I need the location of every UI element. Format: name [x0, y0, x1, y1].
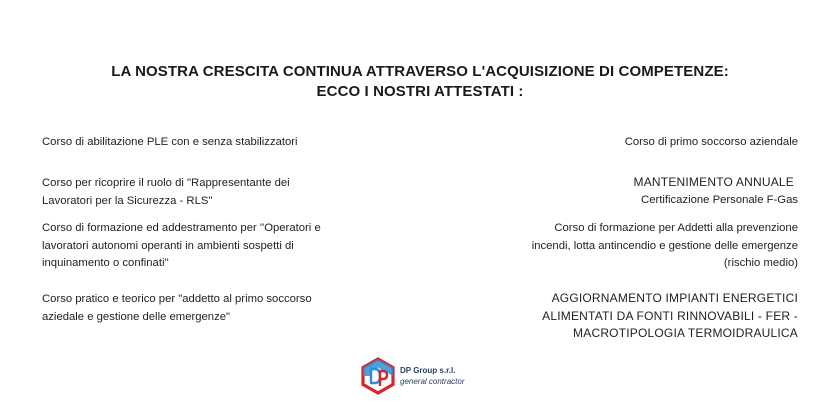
certificate-first-aid: Corso di primo soccorso aziendale [624, 136, 798, 148]
logo-tagline: general contractor [400, 377, 465, 386]
certificate-fer-update: AGGIORNAMENTO IMPIANTI ENERGETICI ALIMENTATI DA FONTI RINNOVABILI - FER - MACROTIPOLOGIA TERMOIDRAULICA [542, 291, 798, 340]
certificate-rls: Corso per ricoprire il ruolo di "Rappresentante dei Lavoratori per la Sicurezza - RLS" [42, 177, 290, 207]
certificate-f-gas: MANTENIMENTO ANNUALE Certificazione Personale F-Gas [633, 175, 798, 206]
title-line-1: LA NOSTRA CRESCITA CONTINUA ATTRAVERSO L'ACQUISIZIONE DI COMPETENZE: [111, 63, 729, 80]
certificate-first-aid-emergency: Corso pratico e teorico per "addetto al primo soccorso aziedale e gestione delle emergenze" [42, 293, 312, 323]
certificate-ple: Corso di abilitazione PLE con e senza stabilizzatori [42, 136, 298, 148]
company-logo [360, 357, 464, 395]
certificate-confined-spaces: Corso di formazione ed addestramento per ''Operatori e lavoratori autonomi operanti in ambienti sospetti di inquinamento o confinati'' [42, 222, 321, 269]
page-title [0, 62, 840, 102]
title-line-2: ECCO I NOSTRI ATTESTATI : [316, 83, 524, 100]
certificate-fire-prevention: Corso di formazione per Addetti alla prevenzione incendi, lotta antincendio e gestione delle emergenze (rischio medio) [531, 222, 798, 269]
logo-company-name: DP Group s.r.l. [400, 366, 456, 375]
dp-logo-icon [360, 357, 396, 395]
